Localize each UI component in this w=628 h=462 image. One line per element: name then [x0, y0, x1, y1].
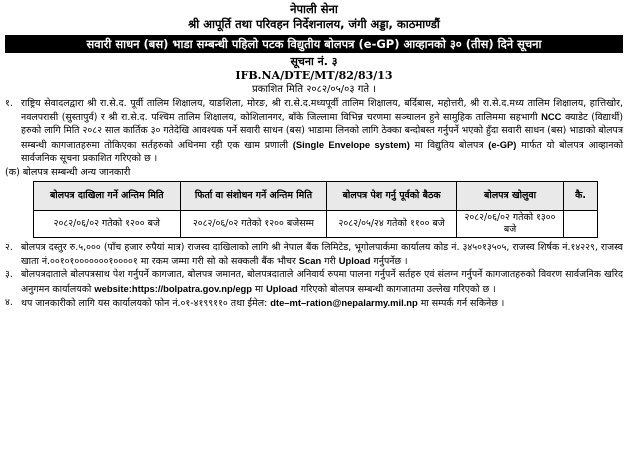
bid-info-table	[33, 181, 598, 238]
p4-text-a: थप जानकारीको लागि यस कार्यालयको फोन नं.०१-४१९९११० तथा ईमेल:	[21, 297, 268, 309]
paragraph-text	[21, 296, 623, 310]
p4-text-b: मा सम्पर्क गर्न सकिनेछ ।	[420, 297, 505, 309]
paragraph-text	[21, 241, 623, 268]
upload-text: Upload	[266, 282, 298, 294]
email-link[interactable]: dte–mt–ration@nepalarmy.mil.np	[270, 296, 418, 308]
paragraph-number: ३.	[5, 269, 13, 281]
p2-text-a: बोलपत्र दस्तुर रु.५,००० (पाँच हजार रुपैयां मात्र) राजस्व दाखिलाको लागि श्री नेपाल बैंक लिमिटेड, भूगोलपार्कमा कार्यालय कोड नं. ३४५०१३५०५, राजस्व शिर्षक नं.१४२२९, राजस्व खाता नं.००१०१०००००००१००००१ मा रकम जम्मा गरी सो को सक्कली बैंक भौचर	[21, 242, 623, 268]
org-name: नेपाली सेना	[290, 2, 338, 16]
paragraph-number: ४.	[5, 296, 13, 308]
section-k-heading	[5, 166, 623, 180]
published-date: प्रकाशित मिति २०८२/०५/०३ गते ।	[251, 84, 377, 95]
p1-text-b: क्याडेट (विद्यार्थी) हरुको लागि मिति २०८२ साल कार्तिक ३० गतेदेखि आवश्यक पर्ने सवारी साधन (बस) भाडामा लिनको लागि ठेक्का बन्दोबस्त गर्नुपर्ने भएको हुँदा सवारी साधन (बस) भाडाको बोलपत्र सम्बन्धी कागजातहरुमा तोकिएका सर्तहरुको अधिनमा रही एक खाम प्रणाली	[21, 112, 624, 151]
office-name: श्री आपूर्ति तथा परिवहन निर्देशनालय, जंगी अड्डा, काठमाण्डौं	[188, 17, 440, 31]
table-header: फिर्ता वा संशोधन गर्ने अन्तिम मिति	[180, 182, 327, 211]
table-header: बोलपत्र खोलुवा	[456, 182, 563, 211]
p3-text-c: गरिएको बोलपत्र सम्बन्धी कागजातमा उल्लेख गरिएको छ ।	[300, 283, 496, 295]
table-header: बोलपत्र पेश गर्नु पूर्वको बैठक	[327, 182, 457, 211]
ifb-number: IFB.NA/DTE/MT/82/83/13	[235, 69, 393, 82]
paragraph-2	[5, 241, 623, 268]
table-row	[34, 211, 598, 238]
scan-text: Scan	[298, 255, 322, 267]
paragraph-text	[21, 97, 623, 165]
section-k-title: बोलपत्र सम्बन्धी अन्य जानकारी	[22, 167, 131, 179]
p3-text-a: बोलपत्रदाताले बोलपत्रसाथ पेश गर्नुपर्ने कागजात, बोलपत्र जमानत, बोलपत्रदाताले अनिवार्य रुपमा पालना गर्नुपर्ने सर्तहरु एवं संलग्न गर्नुपर्ने कागजातहरुको विवरण सार्वजनिक खरिद अनुगमन कार्यालयको	[21, 269, 623, 295]
table-cell	[564, 211, 598, 238]
table-cell: २०८२/०६/०२ गतेको १३०० बजे	[456, 211, 563, 238]
p1-text-c: मा विद्युतिय बोलपत्र	[414, 139, 484, 151]
paragraph-3	[5, 268, 623, 295]
paragraph-4	[5, 296, 623, 310]
table-header: बोलपत्र दाखिला गर्ने अन्तिम मिति	[34, 182, 181, 211]
notice-number: सूचना नं. ३	[290, 55, 338, 68]
single-envelope-text: (Single Envelope system)	[292, 138, 410, 150]
p1-text-a: राष्ट्रिय सेवादलद्वारा श्री रा.से.द. पूर्वी तालिम शिक्षालय, याङशिला, मोरङ, श्री रा.से.द.मध्यपूर्वी तालिम शिक्षालय, बर्दिबास, महोत्तरी, श्री रा.से.द.मध्य तालिम शिक्षालय, हात्तिखोर, नवलपरासी (सुस्तापुर्व) र श्री रा.से.द. पश्चिम तालिम शिक्षालय, कोशिलानगर, बाँके जिल्लामा विभिन्न चरणमा सञ्चालन हुने सामुहिक तालिममा सहभागी	[21, 98, 623, 124]
ncc-text: NCC	[541, 111, 562, 123]
notice-banner: सवारी साधन (बस) भाडा सम्बन्धी पहिलो पटक विद्युतीय बोलपत्र (e-GP) आव्हानको ३० (तीस) दिने सूचना	[5, 35, 623, 53]
egp-text: (e-GP)	[488, 138, 517, 150]
paragraph-number: २.	[5, 242, 13, 254]
p2-text-b: गरी	[324, 256, 336, 268]
table-cell: २०८२/०५/२४ गतेको ११०० बजे	[327, 211, 457, 238]
section-k-label: (क)	[5, 167, 20, 179]
p1-text-d: मार्फत यो बोलपत्र आव्हानको सार्वजनिक सूचना प्रकाशित गरिएको छ ।	[21, 139, 624, 164]
paragraph-number: १.	[5, 98, 13, 109]
p3-text-b: मा	[254, 283, 264, 295]
website-link[interactable]: website:https://bolpatra.gov.np/egp	[94, 282, 252, 294]
table-header: कै.	[564, 182, 598, 211]
p2-text-c: गर्नुपर्नेछ ।	[373, 256, 408, 268]
table-header-row	[34, 182, 598, 211]
upload-text: Upload	[338, 255, 371, 267]
paragraph-text	[21, 268, 623, 295]
table-cell: २०८२/०६/०२ गतेको १२०० बजेसम्म	[180, 211, 327, 238]
table-cell: २०८२/०६/०२ गतेको १२०० बजे	[34, 211, 181, 238]
paragraph-1	[5, 97, 623, 165]
